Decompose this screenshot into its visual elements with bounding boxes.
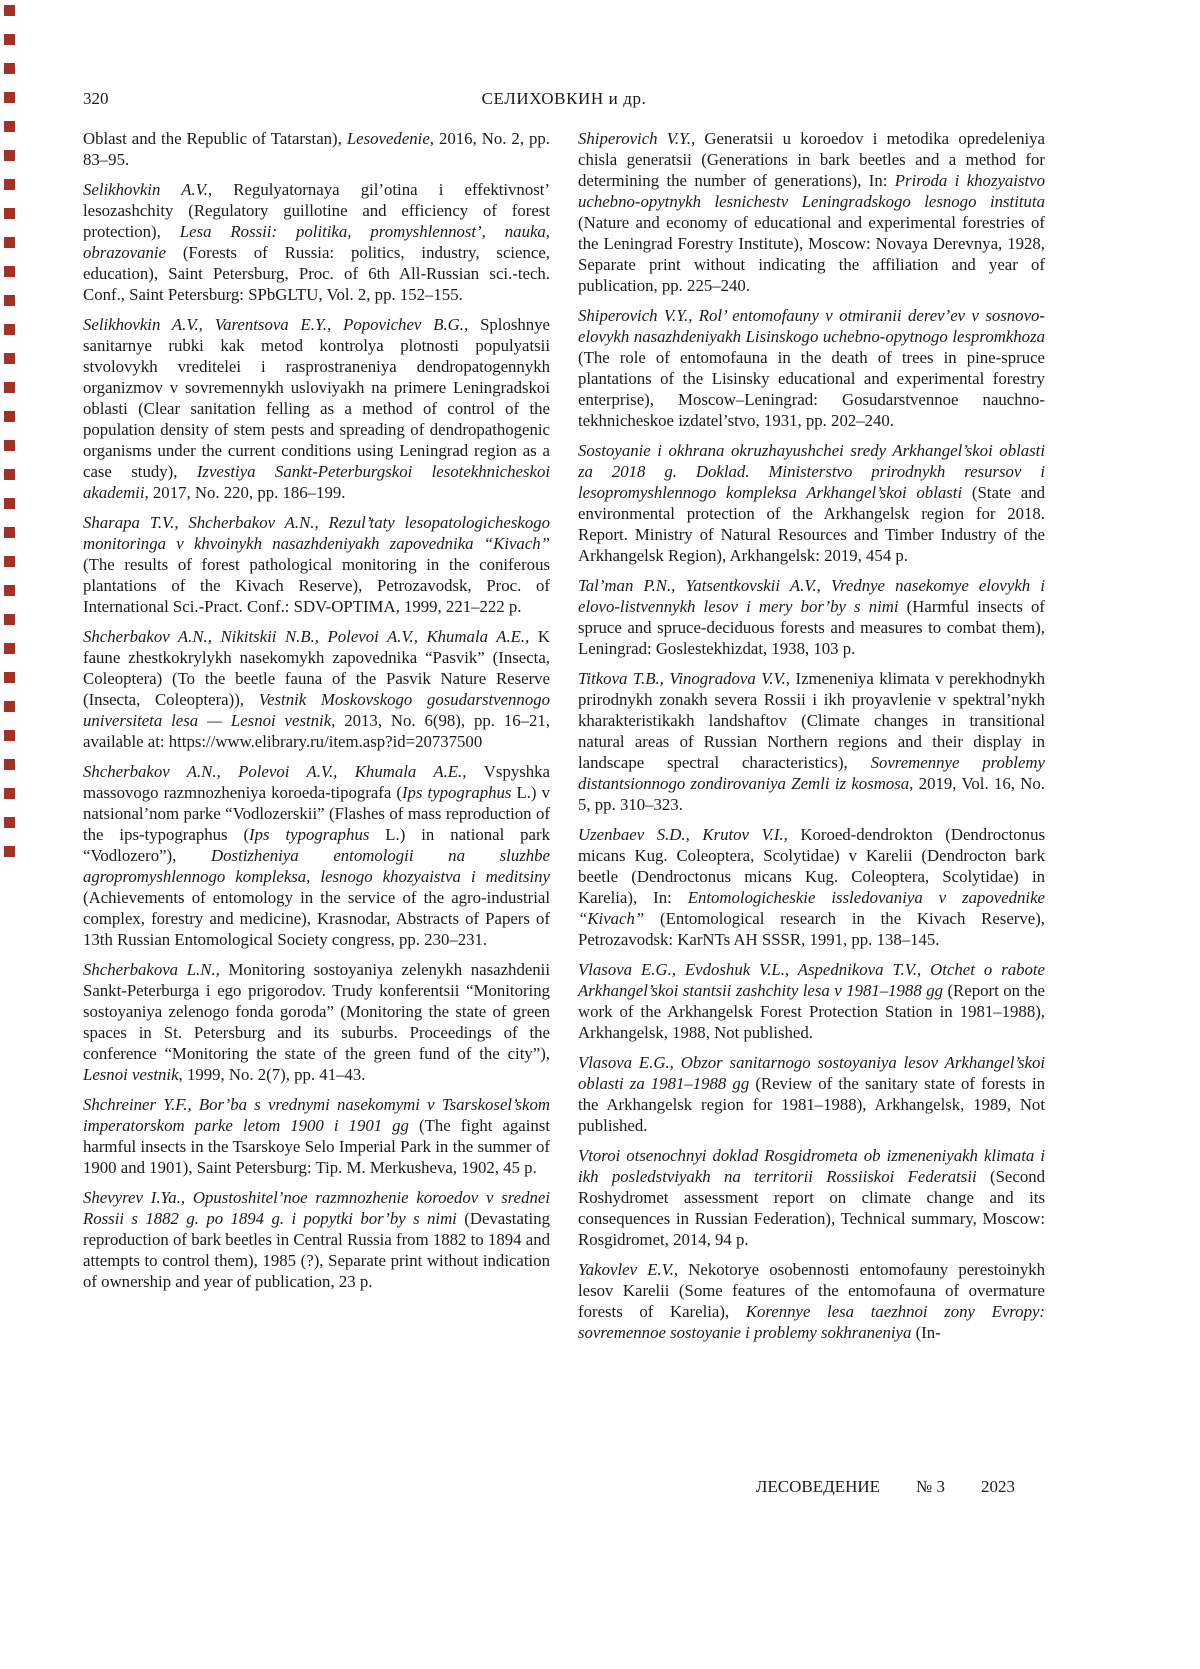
reference-italic-text: Shcherbakov A.N., Nikitskii N.B., Polevoi A.V., Khumala A.E.,	[83, 627, 538, 646]
reference-entry	[83, 1094, 550, 1178]
reference-italic-text: Shcherbakov A.N., Polevoi A.V., Khumala A.E.,	[83, 762, 484, 781]
reference-text: Regulyatornaya gil’otina i effektivnost’ lesozashchity (Regulatory guillotine and efficiency of forest protection),	[83, 180, 550, 241]
reference-text: (Achievements of entomology in the service of the agro-industrial complex, forestry and medicine), Krasnodar, Abstracts of Papers of 13th Russian Entomological Society congress, pp. 230–231.	[83, 888, 550, 949]
reference-entry	[578, 668, 1045, 815]
reference-text: , 2019, Vol. 16, No. 5, pp. 310–323.	[578, 774, 1045, 814]
reference-text: Oblast and the Republic of Tatarstan),	[83, 129, 347, 148]
reference-text: L.) in national park “Vodlozero”),	[83, 825, 550, 865]
reference-text: (Harmful insects of spruce and spruce-deciduous forests and measures to combat them), Leningrad: Goslestekhizdat, 1938, 103 p.	[578, 597, 1045, 658]
reference-entry	[578, 824, 1045, 950]
reference-entry	[83, 959, 550, 1085]
reference-entry	[578, 440, 1045, 566]
reference-italic-text: Rol’ entomofauny v otmiranii derev’ev v sosnovo-elovykh nasazhdeniyakh Lisinskogo uchebno-opytnogo lespromkhoza	[578, 306, 1045, 346]
reference-entry	[83, 314, 550, 503]
reference-text: (State and environmental protection of the Arkhangelsk region for 2018. Report. Ministry of Natural Resources and Timber Industry of the Arkhangelsk Region), Arkhangelsk: 2019, 454 p.	[578, 483, 1046, 565]
reference-italic-text: Otchet o rabote Arkhangel’skoi stantsii zashchity lesa v 1981–1988 gg	[578, 960, 1046, 1000]
reference-text: (Forests of Russia: politics, industry, science, education), Saint Petersburg, Proc. of 6th All-Russian sci.-tech. Conf., Saint Petersburg: SPbGLTU, Vol. 2, pp. 152–155.	[83, 243, 550, 304]
reference-text: (Second Roshydromet assessment report on climate change and its consequences in Russian Federation), Technical summary, Moscow: Rosgidromet, 2014, 94 p.	[578, 1167, 1045, 1249]
reference-text: L.) v natsional’nom parke “Vodlozerskii” (Flashes of mass reproduction of the ips-typographus (	[83, 783, 550, 844]
reference-text: , 2016, No. 2, pp. 83–95.	[83, 129, 550, 169]
margin-marks	[4, 5, 15, 873]
reference-text: (The results of forest pathological monitoring in the coniferous plantations of the Kivach Reserve), Petrozavodsk, Proc. of International Sci.-Pract. Conf.: SDV-OPTIMA, 1999, 221–222 p.	[83, 555, 550, 616]
reference-italic-text: Vlasova E.G., Evdoshuk V.L., Aspednikova T.V.,	[578, 960, 931, 979]
reference-text: Generatsii u koroedov i metodika opredeleniya chisla generatsii (Generations in bark beetles and a method for determining the number of generations), In:	[578, 129, 1045, 190]
reference-italic-text: Tal’man P.N., Yatsentkovskii A.V.,	[578, 576, 831, 595]
reference-text: (Nature and economy of educational and experimental forestries of the Leningrad Forestry Institute), Moscow: Novaya Derevnya, 1928, Separate print without indicating the affiliation and year of publication, pp. 225–240.	[578, 213, 1045, 295]
reference-entry	[83, 179, 550, 305]
reference-italic-text: Lesnoi vestnik	[83, 1065, 179, 1084]
reference-text: (In-	[911, 1323, 941, 1342]
reference-text: Monitoring sostoyaniya zelenykh nasazhdenii Sankt-Peterburga i ego prigorodov. Trudy konferentsii “Monitoring sostoyaniya zelenogo fonda goroda” (Monitoring the state of green spaces in St. Petersburg and its suburbs. Proceedings of the conference “Monitoring the state of the green fund of the city”),	[83, 960, 550, 1063]
reference-italic-text: Dostizheniya entomologii na sluzhbe agropromyshlennogo kompleksa, lesnogo khozyaistva i meditsiny	[83, 846, 550, 886]
reference-text: (Devastating reproduction of bark beetles in Central Russia from 1882 to 1894 and attempts to control them), 1985 (?), Separate print without indication of ownership and year of publication, 23 p.	[83, 1209, 551, 1291]
reference-italic-text: Korennye lesa taezhnoi zony Evropy: sovremennoe sostoyanie i problemy sokhraneniya	[578, 1302, 1046, 1342]
reference-italic-text: Vestnik Moskovskogo gosudarstvennogo universiteta lesa — Lesnoi vestnik	[83, 690, 550, 730]
reference-italic-text: Sostoyanie i okhrana okruzhayushchei sredy Arkhangel’skoi oblasti za 2018 g. Doklad. Ministerstvo prirodnykh resursov i lesopromyshlennogo kompleksa Arkhangel’skoi oblasti	[578, 441, 1045, 502]
reference-italic-text: Vtoroi otsenochnyi doklad Rosgidrometa ob izmeneniyakh klimata i ikh posledstviyakh na territorii Rossiiskoi Federatsii	[578, 1146, 1045, 1186]
reference-italic-text: Shcherbakova L.N.,	[83, 960, 229, 979]
reference-italic-text: Sovremennye problemy distantsionnogo zondirovaniya Zemli iz kosmosa	[578, 753, 1045, 793]
reference-text: Sploshnye sanitarnye rubki kak metod kontrolya plotnosti populyatsii stvolovykh vreditelei i rasprostraneniya dendropatogennykh organizmov v sovremennykh usloviyakh na primere Leningradskoi oblasti (Clear sanitation felling as a method of control of the population density of stem pests and spreading of dendropathogenic organisms under the current conditions using Leningrad region as a case study),	[83, 315, 550, 481]
reference-entry	[578, 575, 1045, 659]
reference-text: (Review of the sanitary state of forests in the Arkhangelsk region for 1981–1988), Arkhangelsk, 1989, Not published.	[578, 1074, 1045, 1135]
reference-entry	[578, 1052, 1045, 1136]
reference-text: Koroed-dendrokton (Dendroctonus micans Kug. Coleoptera, Scolytidae) v Karelii (Dendrocton bark beetle (Dendroctonus micans Kug. Coleoptera, Scolytidae) in Karelia), In:	[578, 825, 1045, 907]
page-number: 320	[83, 89, 109, 108]
reference-italic-text: Bor’ba s vrednymi nasekomymi v Tsarskosel’skom imperatorskom parke letom 1900 i 1901 gg	[83, 1095, 550, 1135]
reference-entry	[83, 512, 550, 617]
reference-entry	[578, 1145, 1045, 1250]
reference-italic-text: Ips typographus	[249, 825, 370, 844]
reference-entry	[83, 761, 550, 950]
reference-italic-text: Selikhovkin A.V., Varentsova E.Y., Popovichev B.G.,	[83, 315, 481, 334]
reference-entry	[83, 128, 550, 170]
reference-italic-text: Shevyrev I.Ya.,	[83, 1188, 193, 1207]
reference-italic-text: Opustoshitel’noe razmnozhenie koroedov v srednei Rossii s 1882 g. po 1894 g. i popytki bor’by s nimi	[83, 1188, 550, 1228]
reference-italic-text: Uzenbaev S.D., Krutov V.I.,	[578, 825, 801, 844]
page-header	[83, 88, 1045, 110]
left-column	[83, 128, 550, 1292]
reference-italic-text: Shchreiner Y.F.,	[83, 1095, 199, 1114]
year: 2023	[981, 1477, 1015, 1496]
reference-text: (Entomological research in the Kivach Reserve), Petrozavodsk: KarNTs AH SSSR, 1991, pp. 138–145.	[578, 909, 1045, 949]
right-column	[578, 128, 1045, 1343]
reference-italic-text: Priroda i khozyaistvo uchebno-opytnykh lesnichestv Leningradskogo lesnogo instituta	[578, 171, 1046, 211]
reference-entry	[578, 305, 1045, 431]
reference-text: , 1999, No. 2(7), pp. 41–43.	[178, 1065, 366, 1084]
reference-italic-text: Vlasova E.G.,	[578, 1053, 681, 1072]
reference-italic-text: Shiperovich V.Y.,	[578, 129, 705, 148]
references-section	[83, 128, 1045, 1343]
reference-text: Izmeneniya klimata v perekhodnykh prirodnykh zonakh severa Rossii i ikh proyavlenie v spektral’nykh kharakteristikakh landshaftov (Climate changes in transitional natural areas of Russian Northern regions and their display in landscape spectral characteristics),	[578, 669, 1045, 772]
reference-entry	[83, 626, 550, 752]
reference-entry	[578, 128, 1045, 296]
reference-text: (Report on the work of the Arkhangelsk Forest Protection Station in 1981–1988), Arkhangelsk, 1988, Not published.	[578, 981, 1045, 1042]
reference-italic-text: Rezul’taty lesopatologicheskogo monitoringa v khvoinykh nasazhdeniyakh zapovednika “Kivach”	[83, 513, 551, 553]
reference-italic-text: Lesovedenie	[346, 129, 430, 148]
reference-italic-text: Ips typographus	[401, 783, 512, 802]
reference-italic-text: Lesa Rossii: politika, promyshlennost’, nauka, obrazovanie	[83, 222, 551, 262]
reference-italic-text: Vrednye nasekomye elovykh i elovo-listvennykh lesov i mery bor’by s nimi	[578, 576, 1045, 616]
reference-text: (The role of entomofauna in the death of trees in pine-spruce plantations of the Lisinsky educational and experimental forestry enterprise), Moscow–Leningrad: Gosudarstvennoe nauchno-tekhnicheskoe izdatel’stvo, 1931, pp. 202–240.	[578, 348, 1045, 430]
reference-entry	[83, 1187, 550, 1292]
reference-italic-text: Sharapa T.V., Shcherbakov A.N.,	[83, 513, 329, 532]
reference-text: (The fight against harmful insects in the Tsarskoye Selo Imperial Park in the summer of 1900 and 1901), Saint Petersburg: Tip. M. Merkusheva, 1902, 45 p.	[83, 1116, 550, 1177]
issue-number: № 3	[916, 1477, 945, 1496]
reference-italic-text: Shiperovich V.Y.,	[578, 306, 699, 325]
reference-text: , 2013, No. 6(98), pp. 16–21, available at: https://www.elibrary.ru/item.asp?id=20737500	[83, 711, 551, 751]
reference-italic-text: Izvestiya Sankt-Peterburgskoi lesotekhnicheskoi akademii	[83, 462, 551, 502]
journal-name: ЛЕСОВЕДЕНИЕ	[755, 1477, 881, 1496]
reference-italic-text: Titkova T.B., Vinogradova V.V.,	[578, 669, 796, 688]
reference-italic-text: Yakovlev E.V.,	[578, 1260, 689, 1279]
running-head: СЕЛИХОВКИН и др.	[481, 89, 647, 108]
reference-italic-text: Entomologicheskie issledovaniya v zapovednike “Kivach”	[578, 888, 1045, 928]
reference-italic-text: Obzor sanitarnogo sostoyaniya lesov Arkhangel’skoi oblasti za 1981–1988 gg	[578, 1053, 1045, 1093]
reference-text: Vspyshka massovogo razmnozheniya koroeda-tipografa (	[83, 762, 550, 802]
reference-italic-text: Selikhovkin A.V.,	[83, 180, 234, 199]
page-footer	[0, 1476, 1200, 1498]
reference-text: Nekotorye osobennosti entomofauny perestoinykh lesov Karelii (Some features of the entomofauna of overmature forests of Karelia),	[578, 1260, 1045, 1321]
reference-text: K faune zhestkokrylykh nasekomykh zapovednika “Pasvik” (Insecta, Coleoptera) (To the beetle fauna of the Pasvik Nature Reserve (Insecta, Coleoptera)),	[83, 627, 550, 709]
reference-entry	[578, 1259, 1045, 1343]
reference-text: , 2017, No. 220, pp. 186–199.	[144, 483, 346, 502]
reference-entry	[578, 959, 1045, 1043]
